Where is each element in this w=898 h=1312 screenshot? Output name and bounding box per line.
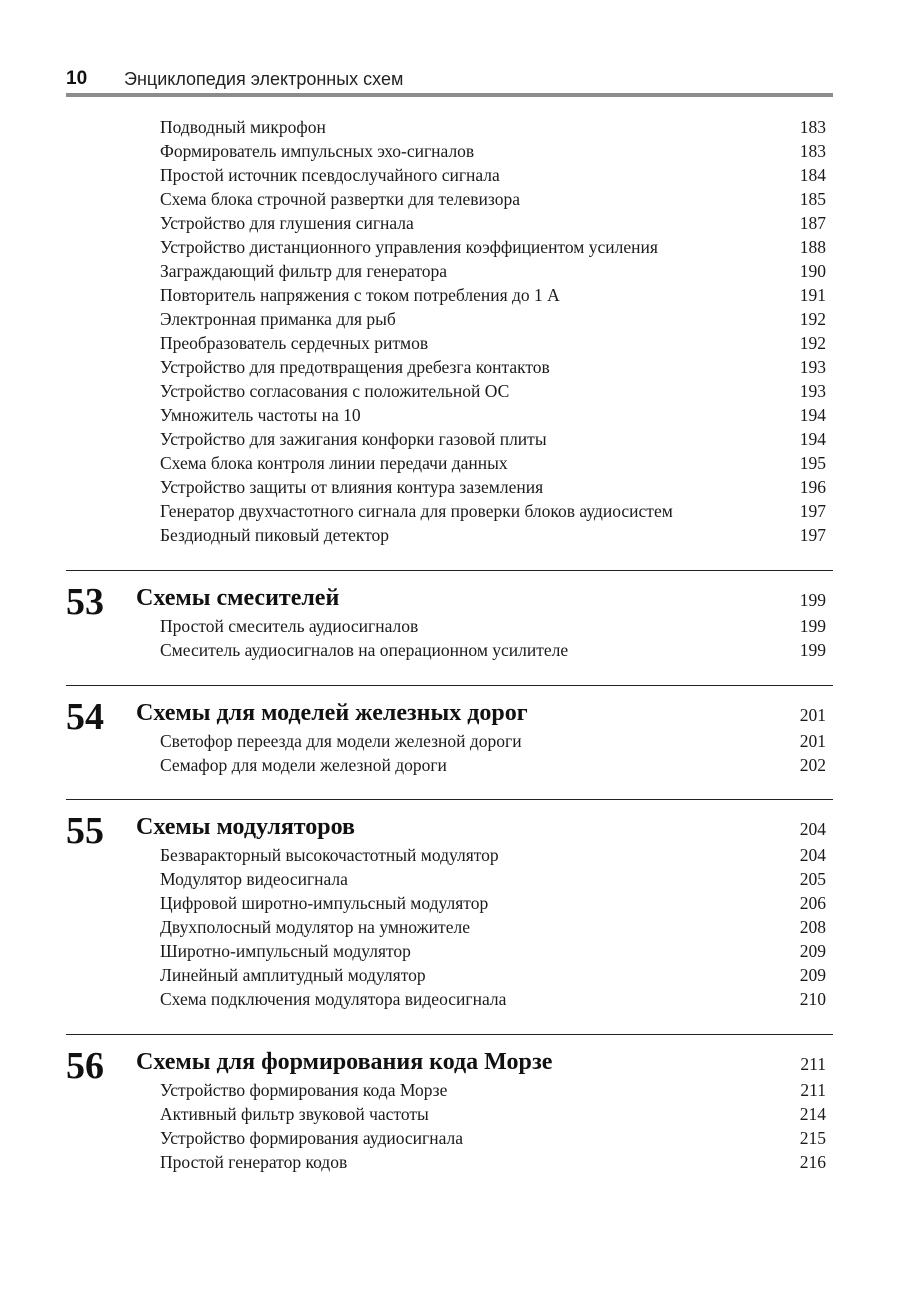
chapter-title[interactable]: Схемы модуляторов: [136, 814, 355, 840]
toc-entry-title: Устройство для предотвращения дребезга контактов: [160, 357, 550, 377]
toc-entry-title: Модулятор видеосигнала: [160, 869, 348, 889]
toc-entry-page: 205: [799, 869, 826, 889]
toc-entry[interactable]: [160, 614, 826, 638]
chapter-page: 199: [799, 590, 826, 610]
toc-entry[interactable]: [160, 729, 826, 753]
chapter-divider: [66, 1034, 833, 1035]
toc-entry-page: 187: [799, 213, 826, 233]
toc-entry[interactable]: [160, 891, 826, 915]
toc-entry-page: 193: [799, 357, 826, 377]
toc-entry-page: 202: [799, 755, 826, 775]
chapter-entries: [160, 614, 826, 662]
toc-entry-page: 209: [799, 941, 826, 961]
toc-entry[interactable]: [160, 283, 826, 307]
toc-entry-title: Активный фильтр звуковой частоты: [160, 1104, 429, 1124]
chapter-page: 204: [799, 819, 826, 839]
toc-entry-title: Подводный микрофон: [160, 117, 326, 137]
toc-entry[interactable]: [160, 1102, 826, 1126]
toc-entry-title: Устройство для зажигания конфорки газовой плиты: [160, 429, 547, 449]
chapter-page: 211: [800, 1054, 826, 1074]
toc-entry[interactable]: [160, 451, 826, 475]
toc-entry-title: Генератор двухчастотного сигнала для проверки блоков аудиосистем: [160, 501, 673, 521]
toc-entry-title: Безварактoрный высокочастотный модулятор: [160, 845, 499, 865]
toc-entry-page: 214: [799, 1104, 826, 1124]
chapter-number: 53: [66, 581, 104, 623]
toc-entry-page: 206: [799, 893, 826, 913]
toc-entry[interactable]: [160, 427, 826, 451]
toc-entry-page: 195: [799, 453, 826, 473]
chapter-entries: [160, 1078, 826, 1174]
toc-entry-title: Семафор для модели железной дороги: [160, 755, 447, 775]
toc-entry[interactable]: [160, 499, 826, 523]
book-title: Энциклопедия электронных схем: [124, 69, 404, 89]
toc-entry-page: 210: [799, 989, 826, 1009]
toc-entry[interactable]: [160, 843, 826, 867]
toc-entry-page: 185: [799, 189, 826, 209]
toc-entry-page: 183: [799, 141, 826, 161]
toc-entry[interactable]: [160, 211, 826, 235]
toc-entry-title: Повторитель напряжения с током потребления до 1 А: [160, 285, 560, 305]
toc-entry-title: Устройство для глушения сигнала: [160, 213, 414, 233]
toc-entry-title: Линейный амплитудный модулятор: [160, 965, 426, 985]
toc-entry-page: 191: [799, 285, 826, 305]
chapter-divider: [66, 799, 833, 800]
toc-entry[interactable]: [160, 307, 826, 331]
chapter-title[interactable]: Схемы смесителей: [136, 585, 340, 611]
toc-entry-page: 209: [799, 965, 826, 985]
toc-entry[interactable]: [160, 379, 826, 403]
toc-entry-page: 197: [799, 525, 826, 545]
chapter-number: 55: [66, 810, 104, 852]
toc-entry-page: 199: [799, 640, 826, 660]
toc-entry-page: 183: [799, 117, 826, 137]
toc-entry[interactable]: [160, 867, 826, 891]
toc-entry[interactable]: [160, 1078, 826, 1102]
toc-entry-title: Смеситель аудиосигналов на операционном усилителе: [160, 640, 569, 660]
toc-entry[interactable]: [160, 355, 826, 379]
toc-entry[interactable]: [160, 115, 826, 139]
chapter-title[interactable]: Схемы для моделей железных дорог: [136, 700, 528, 726]
toc-entry-page: 192: [799, 309, 826, 329]
toc-entry[interactable]: [160, 331, 826, 355]
toc-entry-page: 201: [799, 731, 826, 751]
header-rule: [66, 93, 833, 97]
toc-entry[interactable]: [160, 163, 826, 187]
toc-entry[interactable]: [160, 475, 826, 499]
toc-entry-title: Устройство согласования с положительной ОС: [160, 381, 510, 401]
toc-entry-title: Заграждающий фильтр для генератора: [160, 261, 448, 281]
toc-entry[interactable]: [160, 915, 826, 939]
chapter-divider: [66, 570, 833, 571]
toc-entry-page: 216: [799, 1152, 826, 1172]
toc-entry-page: 194: [799, 429, 826, 449]
toc-entry-title: Широтно-импульсный модулятор: [160, 941, 411, 961]
toc-entry[interactable]: [160, 1126, 826, 1150]
toc-entry[interactable]: [160, 139, 826, 163]
toc-entry[interactable]: [160, 235, 826, 259]
toc-entry-title: Электронная приманка для рыб: [160, 309, 396, 329]
toc-entry-title: Умножитель частоты на 10: [160, 405, 361, 425]
toc-entry[interactable]: [160, 259, 826, 283]
toc-entry-title: Простой генератор кодов: [160, 1152, 348, 1172]
chapter-page: 201: [799, 705, 826, 725]
toc-entry[interactable]: [160, 987, 826, 1011]
chapter-number: 56: [66, 1045, 104, 1087]
toc-entry-page: 215: [799, 1128, 826, 1148]
toc-entry-page: 192: [799, 333, 826, 353]
toc-entry-title: Схема блока контроля линии передачи данных: [160, 453, 508, 473]
toc-entry-title: Цифровой широтно-импульсный модулятор: [160, 893, 489, 913]
chapter-title[interactable]: Схемы для формирования кода Морзе: [136, 1049, 553, 1075]
toc-entry-page: 196: [799, 477, 826, 497]
toc-entry-title: Бездиодный пиковый детектор: [160, 525, 390, 545]
toc-entry-title: Устройство формирования аудиосигнала: [160, 1128, 464, 1148]
toc-entry[interactable]: [160, 403, 826, 427]
toc-entry-title: Формирователь импульсных эхо-сигналов: [160, 141, 475, 161]
toc-entry-page: 208: [799, 917, 826, 937]
toc-entry-page: 199: [799, 616, 826, 636]
toc-entry-title: Простой источник псевдослучайного сигнала: [160, 165, 500, 185]
toc-entry[interactable]: [160, 963, 826, 987]
toc-entry-title: Устройство формирования кода Морзе: [160, 1080, 448, 1100]
page-number: 10: [66, 68, 88, 89]
chapter-number: 54: [66, 696, 104, 738]
toc-entry-title: Устройство дистанционного управления коэффициентом усиления: [160, 237, 658, 257]
toc-entry-page: 193: [799, 381, 826, 401]
toc-entry-title: Светофор переезда для модели железной дороги: [160, 731, 522, 751]
toc-entry-page: 190: [799, 261, 826, 281]
chapter-entries: [160, 729, 826, 777]
toc-entry-page: 197: [799, 501, 826, 521]
toc-entry[interactable]: [160, 753, 826, 777]
toc-continued-list: [160, 115, 826, 547]
toc-entry-title: Двухполосный модулятор на умножителе: [160, 917, 470, 937]
toc-entry[interactable]: [160, 939, 826, 963]
chapter-divider: [66, 685, 833, 686]
toc-entry[interactable]: [160, 1150, 826, 1174]
running-header: [66, 66, 833, 96]
chapter-entries: [160, 843, 826, 1011]
toc-entry-page: 188: [799, 237, 826, 257]
toc-entry-page: 194: [799, 405, 826, 425]
toc-entry[interactable]: [160, 523, 826, 547]
toc-entry-page: 204: [799, 845, 826, 865]
toc-entry-title: Преобразователь сердечных ритмов: [160, 333, 429, 353]
toc-entry-title: Схема подключения модулятора видеосигнала: [160, 989, 507, 1009]
toc-entry-page: 184: [799, 165, 826, 185]
toc-entry-page: 211: [800, 1080, 826, 1100]
toc-entry[interactable]: [160, 638, 826, 662]
toc-entry[interactable]: [160, 187, 826, 211]
toc-entry-title: Устройство защиты от влияния контура заземления: [160, 477, 544, 497]
toc-entry-title: Схема блока строчной развертки для телевизора: [160, 189, 520, 209]
toc-entry-title: Простой смеситель аудиосигналов: [160, 616, 419, 636]
